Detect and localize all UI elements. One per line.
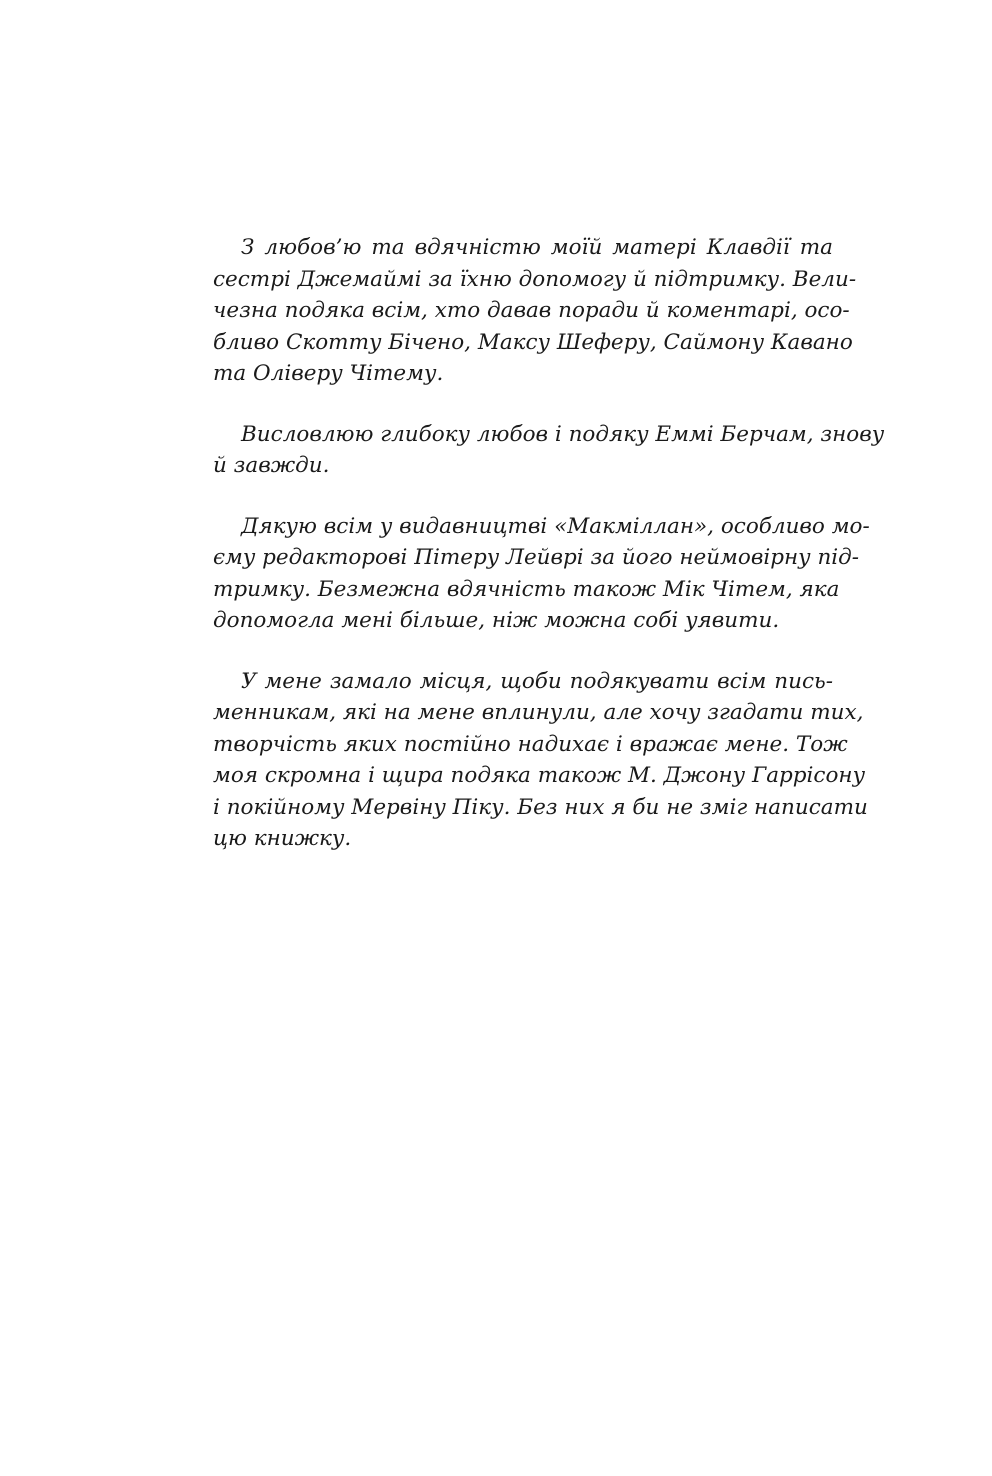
text-line: бливо Скотту Бічено, Максу Шеферу, Саймону Кавано xyxy=(213,329,853,355)
text-line: творчість яких постійно надихає і вражає мене. Тож xyxy=(213,731,848,757)
text-line: чезна подяка всім, хто давав поради й коментарі, осо- xyxy=(213,298,850,323)
text-line: моя скромна і щира подяка також М. Джону Гаррісону xyxy=(213,763,866,788)
dedication-paragraph-writers xyxy=(213,666,868,855)
text-line: й завжди. xyxy=(213,453,330,478)
text-line: У мене замало місця, щоби подякувати всім пись- xyxy=(241,668,833,694)
text-line: та Оліверу Чітему. xyxy=(213,361,444,386)
text-line: єму редакторові Пітеру Лейврі за його неймовірну під- xyxy=(213,545,860,570)
dedication-text xyxy=(213,232,885,855)
text-line: сестрі Джемаймі за їхню допомогу й підтримку. Вели- xyxy=(213,266,857,292)
dedication-paragraph-family xyxy=(213,232,857,390)
dedication-paragraph-publisher xyxy=(213,511,870,637)
text-line: Висловлюю глибоку любов і подяку Еммі Берчам, знову xyxy=(241,421,885,447)
text-line: і покійному Мервіну Піку. Без них я би не зміг написати xyxy=(213,794,868,820)
text-line: Дякую всім у видавництві «Макміллан», особливо мо- xyxy=(241,513,870,539)
text-line: тримку. Безмежна вдячність також Мік Чітем, яка xyxy=(213,576,840,602)
dedication-paragraph-emma xyxy=(213,419,885,482)
text-line: З любов’ю та вдячністю моїй матері Клавдії та xyxy=(241,235,833,260)
text-line: цю книжку. xyxy=(213,826,352,851)
text-line: менникам, які на мене вплинули, але хочу згадати тих, xyxy=(213,700,864,725)
text-line: допомогла мені більше, ніж можна собі уявити. xyxy=(213,608,780,633)
